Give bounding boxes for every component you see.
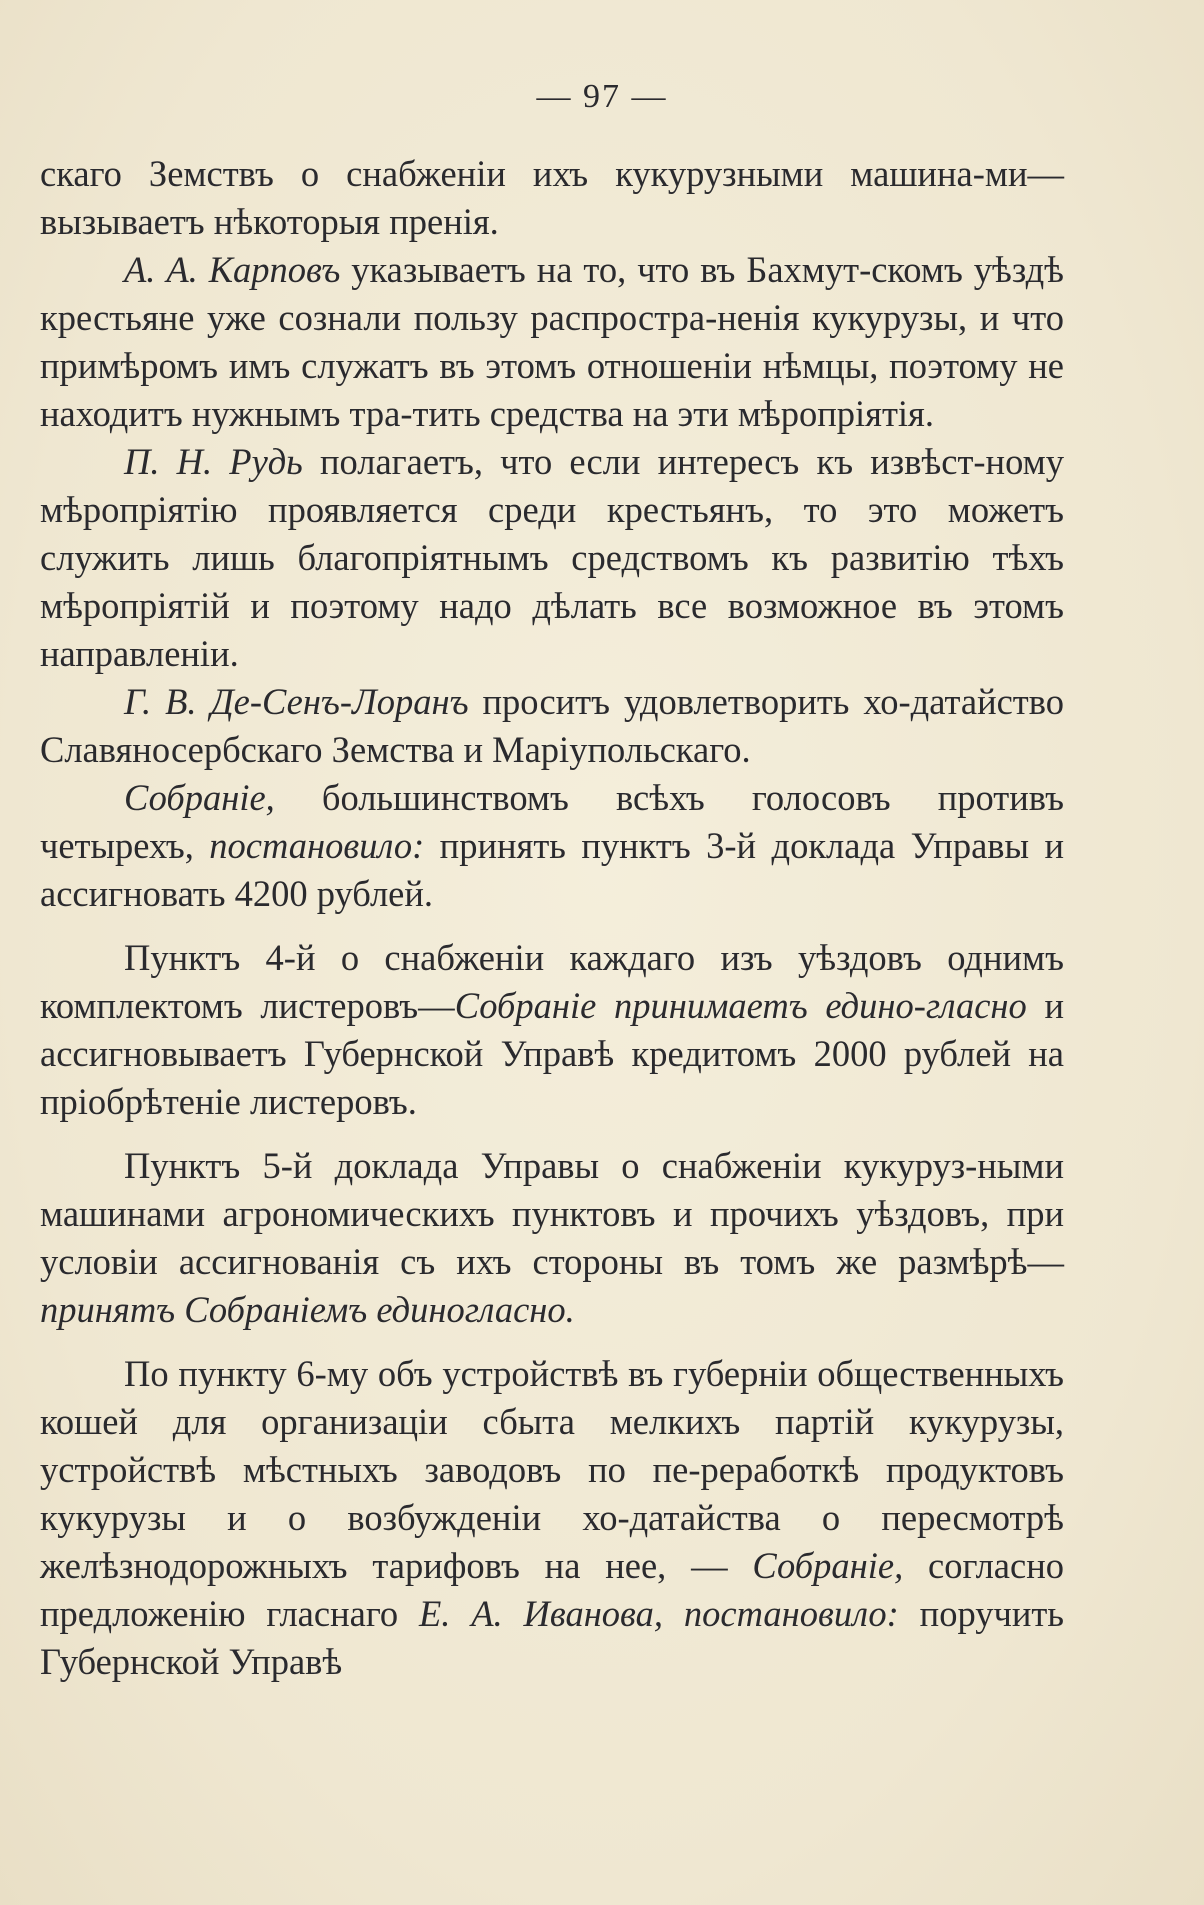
paragraph-text: согласно предложенію гласнаго [40,1545,1064,1634]
paragraph-text: Пунктъ 5-й доклада Управы о снабженіи кукуруз-ными машинами агрономическихъ пунктовъ и прочихъ уѣздовъ, при условіи ассигнованія съ ихъ стороны въ томъ же размѣрѣ— [40,1145,1064,1282]
paragraph-point-6 [40,1350,1064,1686]
emphasis-text: Собраніе, [752,1545,904,1586]
paragraph-rud [40,438,1064,678]
paragraph-text: полагаетъ, что если интересъ къ извѣст-ному мѣропріятію проявляется среди крестьянъ, то это можетъ служить лишь благопріятнымъ средствомъ къ развитію тѣхъ мѣропріятій и поэтому надо дѣлать все возможное въ этомъ направленіи. [40,441,1064,674]
emphasis-text: Е. А. Иванова, постановило: [418,1593,899,1634]
paragraph-text: принять пунктъ 3-й доклада Управы и ассигновать 4200 рублей. [40,825,1064,914]
body-text [40,150,1064,1686]
paragraph-point-4 [40,934,1064,1126]
emphasis-text: Собраніе, [124,777,275,818]
emphasis-text: постановило: [209,825,425,866]
speaker-name: Г. В. Де-Сенъ-Лоранъ [124,681,469,722]
paragraph-continuation [40,150,1064,246]
emphasis-text: принятъ Собраніемъ единогласно. [40,1289,575,1330]
speaker-name: А. А. Карповъ [124,249,341,290]
paragraph-point-5 [40,1142,1064,1334]
speaker-name: П. Н. Рудь [124,441,303,482]
paragraph-text: поручить Губернской Управѣ [40,1593,1064,1682]
paragraph-text: большинствомъ всѣхъ голосовъ противъ четырехъ, [40,777,1064,866]
paragraph-text: проситъ удовлетворить хо-датайство Славяносербскаго Земства и Маріупольскаго. [40,681,1064,770]
paragraph-resolution-3 [40,774,1064,918]
paragraph-de-sen-loran [40,678,1064,774]
paragraph-text: и ассигновываетъ Губернской Управѣ кредитомъ 2000 рублей на пріобрѣтеніе листеровъ. [40,985,1064,1122]
paragraph-karpov [40,246,1064,438]
paragraph-text: По пункту 6-му объ устройствѣ въ губерніи общественныхъ кошей для организаціи сбыта мелкихъ партій кукурузы, устройствѣ мѣстныхъ заводовъ по пе-реработкѣ продуктовъ кукурузы и о возбужденіи хо-датайства о пересмотрѣ желѣзнодорожныхъ тарифовъ на нее, — [40,1353,1064,1586]
paragraph-text: Пунктъ 4-й о снабженіи каждаго изъ уѣздовъ однимъ комплектомъ листеровъ— [40,937,1064,1026]
page-number: — 97 — [536,78,668,115]
paragraph-text: указываетъ на то, что въ Бахмут-скомъ уѣздѣ крестьяне уже сознали пользу распростра-ненія кукурузы, и что примѣромъ имъ служатъ въ этомъ отношеніи нѣмцы, поэтому не находитъ нужнымъ тра-тить средства на эти мѣропріятія. [40,249,1064,434]
emphasis-text: Собраніе принимаетъ едино-гласно [454,985,1027,1026]
paragraph-text: скаго Земствъ о снабженіи ихъ кукурузными машина-ми—вызываетъ нѣкоторыя пренія. [40,153,1064,242]
